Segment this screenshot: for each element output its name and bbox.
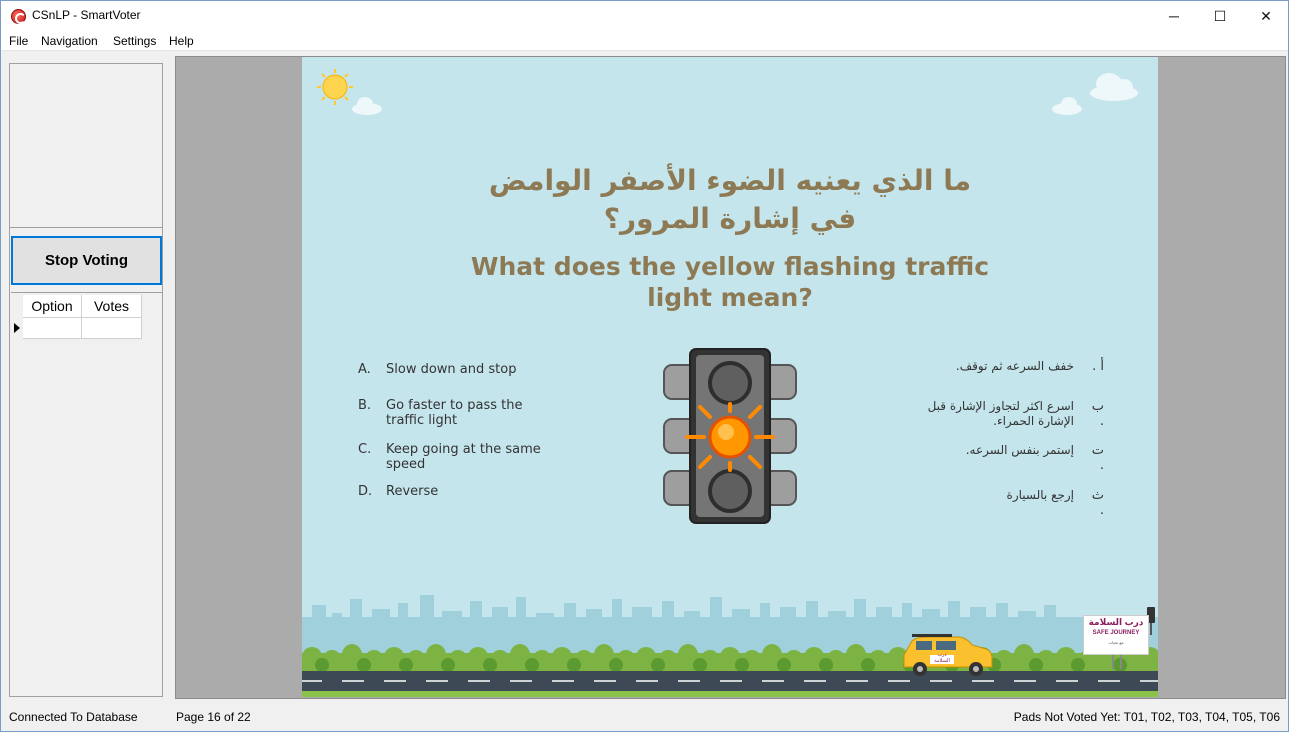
option-c-text: Keep going at the same speed bbox=[386, 442, 541, 472]
option-a-letter: A. bbox=[358, 362, 371, 377]
option-c-letter: C. bbox=[358, 442, 372, 457]
billboard-english-text: SAFE JOURNEY bbox=[1092, 630, 1140, 636]
slide-illustration bbox=[302, 57, 1158, 697]
question-arabic-line-2: في إشارة المرور؟ bbox=[603, 202, 857, 235]
safe-journey-billboard bbox=[1083, 615, 1149, 655]
column-header-votes[interactable]: Votes bbox=[82, 295, 142, 318]
connection-status: Connected To Database bbox=[9, 710, 138, 724]
page-indicator: Page 16 of 22 bbox=[176, 710, 251, 724]
votes-grid[interactable] bbox=[11, 292, 162, 696]
option-d-letter: D. bbox=[358, 484, 373, 499]
tree-row bbox=[302, 644, 1158, 673]
option-d-text: Reverse bbox=[386, 484, 439, 499]
title-bar[interactable] bbox=[1, 1, 1288, 31]
menu-help[interactable]: Help bbox=[169, 34, 194, 48]
maximize-button[interactable]: ☐ bbox=[1213, 7, 1227, 24]
option-ba-letter: ب . bbox=[1091, 399, 1104, 429]
stop-voting-button[interactable]: Stop Voting bbox=[11, 236, 162, 285]
sun-icon bbox=[317, 69, 353, 105]
option-alef-letter: أ . bbox=[1092, 359, 1104, 374]
grid-cell-votes[interactable] bbox=[82, 318, 142, 339]
question-english-line-2: light mean? bbox=[647, 283, 813, 312]
car-label: درب السلامة bbox=[934, 652, 950, 664]
close-button[interactable]: ✕ bbox=[1260, 7, 1272, 24]
thumbnail-preview bbox=[10, 64, 162, 228]
minimize-button[interactable]: ─ bbox=[1169, 8, 1179, 24]
menu-bar bbox=[1, 31, 1288, 51]
current-row-arrow-icon bbox=[14, 323, 20, 333]
option-b-text: Go faster to pass the traffic light bbox=[386, 398, 523, 428]
menu-settings[interactable]: Settings bbox=[113, 34, 157, 48]
slide-canvas bbox=[302, 57, 1158, 697]
option-b-letter: B. bbox=[358, 398, 372, 413]
billboard-arabic-text: درب السلامة bbox=[1088, 617, 1144, 627]
menu-navigation[interactable]: Navigation bbox=[41, 34, 98, 48]
option-tha-text: إرجع بالسيارة bbox=[1006, 488, 1074, 502]
billboard-sub-text: مع تحيات bbox=[1108, 640, 1124, 645]
grid-cell-option[interactable] bbox=[23, 318, 82, 339]
road bbox=[302, 671, 1158, 697]
option-tha-letter: ث . bbox=[1091, 488, 1104, 518]
option-alef-text: خفف السرعه ثم توقف. bbox=[955, 359, 1074, 373]
cloud-icon bbox=[352, 73, 1138, 115]
traffic-light-icon bbox=[664, 349, 796, 523]
menu-file[interactable]: File bbox=[9, 34, 29, 48]
option-ba-text: اسرع اكثر لتجاوز الإشارة قبل الإشارة الحمراء. bbox=[927, 399, 1074, 428]
option-ta-text: إستمر بنفس السرعه. bbox=[965, 443, 1074, 457]
window-title: CSnLP - SmartVoter bbox=[32, 8, 141, 22]
option-a-text: Slow down and stop bbox=[386, 362, 517, 377]
question-english-line-1: What does the yellow flashing traffic bbox=[470, 252, 990, 281]
column-header-option[interactable]: Option bbox=[23, 295, 82, 318]
option-ta-letter: ت . bbox=[1091, 443, 1104, 473]
app-logo-icon bbox=[11, 9, 26, 24]
pads-not-voted-status: Pads Not Voted Yet: T01, T02, T03, T04, T05, T06 bbox=[1013, 710, 1280, 724]
question-arabic-line-1: ما الذي يعنيه الضوء الأصفر الوامض bbox=[488, 164, 972, 197]
status-bar bbox=[1, 706, 1288, 731]
